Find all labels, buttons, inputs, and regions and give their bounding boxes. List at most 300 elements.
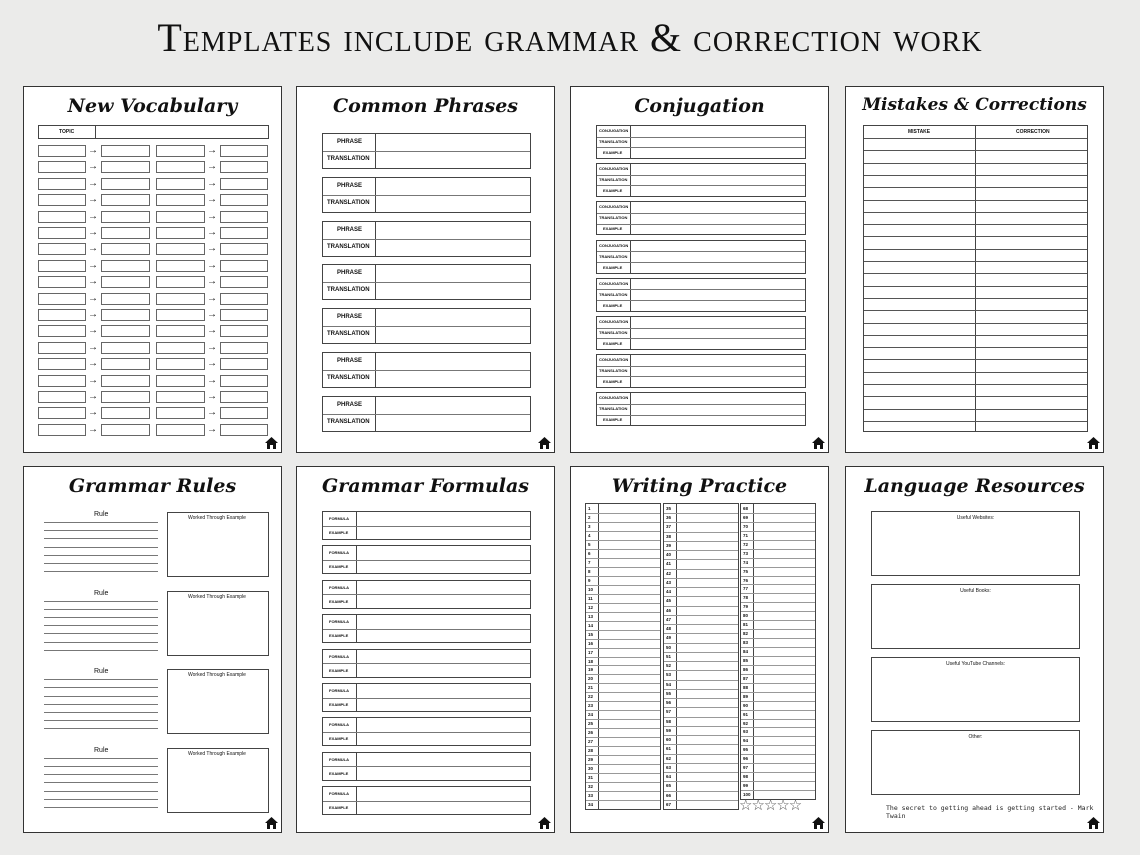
line-number: 42: [666, 570, 672, 576]
vocab-translation-cell[interactable]: [101, 375, 150, 387]
home-icon[interactable]: [1087, 437, 1100, 449]
vocab-translation-cell[interactable]: [220, 358, 268, 370]
line-number: 98: [743, 774, 749, 780]
rule-line[interactable]: [44, 782, 158, 783]
line-number: 78: [743, 595, 749, 601]
vocab-word-cell[interactable]: [38, 211, 86, 223]
mistake-row-line: [864, 261, 1087, 262]
rule-line[interactable]: [44, 720, 158, 721]
rule-line[interactable]: [44, 530, 158, 531]
conjugation-block[interactable]: [596, 240, 806, 274]
line-number: 61: [666, 746, 672, 752]
line-number: 71: [743, 532, 749, 538]
home-icon[interactable]: [812, 817, 825, 829]
conjugation-block[interactable]: [596, 392, 806, 426]
phrase-block[interactable]: [322, 221, 531, 257]
vocab-word-cell[interactable]: [156, 161, 205, 173]
rule-line[interactable]: [44, 547, 158, 548]
divider: [323, 326, 530, 327]
vocab-word-cell[interactable]: [156, 375, 205, 387]
writing-row-line: [586, 674, 660, 675]
writing-row-line: [664, 513, 738, 514]
vocab-word-cell[interactable]: [38, 276, 86, 288]
mistake-row-line: [864, 286, 1087, 287]
example-label: EXAMPLE: [603, 226, 623, 232]
conjugation-label: CONJUGATION: [599, 280, 629, 286]
vocab-word-cell[interactable]: [38, 243, 86, 255]
home-icon[interactable]: [812, 437, 825, 449]
mistake-row-line: [864, 236, 1087, 237]
vocab-word-cell[interactable]: [38, 325, 86, 337]
writing-row-line: [741, 593, 815, 594]
page-new-vocabulary: [23, 86, 282, 453]
vocab-word-cell[interactable]: [38, 342, 86, 354]
divider: [323, 282, 530, 283]
resource-label: Useful Websites:: [956, 515, 995, 521]
arrow-icon: →: [88, 407, 98, 419]
formula-label: FORMULA: [329, 653, 349, 659]
formula-block[interactable]: [322, 717, 531, 746]
rule-line[interactable]: [44, 571, 158, 572]
divider: [630, 279, 631, 311]
vocab-word-cell[interactable]: [38, 260, 86, 272]
writing-row-line: [586, 603, 660, 604]
writing-row-line: [741, 611, 815, 612]
formula-block[interactable]: [322, 614, 531, 643]
line-number: 44: [666, 589, 672, 595]
arrow-icon: →: [207, 145, 217, 156]
writing-row-line: [664, 744, 738, 745]
example-label: EXAMPLE: [603, 188, 623, 194]
worked-example-label: Worked Through Example: [188, 750, 246, 757]
example-label: EXAMPLE: [329, 633, 349, 639]
writing-row-line: [664, 689, 738, 690]
home-icon[interactable]: [265, 437, 278, 449]
writing-row-line: [741, 531, 815, 532]
divider: [323, 560, 530, 561]
vocab-translation-cell[interactable]: [220, 375, 268, 387]
mistake-row-line: [864, 372, 1087, 373]
divider: [597, 185, 805, 186]
line-number: 49: [666, 635, 672, 641]
line-number: 75: [743, 568, 749, 574]
rule-line[interactable]: [44, 642, 158, 643]
writing-row-line: [664, 652, 738, 653]
conjugation-block[interactable]: [596, 201, 806, 235]
example-label: EXAMPLE: [329, 598, 349, 604]
line-number: 45: [666, 598, 672, 604]
rule-line[interactable]: [44, 555, 158, 556]
worked-example-box[interactable]: [167, 591, 269, 656]
rule-line[interactable]: [44, 522, 158, 523]
home-icon[interactable]: [1087, 817, 1100, 829]
formula-block[interactable]: [322, 545, 531, 574]
vocab-word-cell[interactable]: [156, 194, 205, 206]
formula-label: FORMULA: [329, 722, 349, 728]
writing-row-line: [741, 602, 815, 603]
line-number: 32: [588, 784, 594, 790]
vocab-word-cell[interactable]: [156, 358, 205, 370]
writing-column[interactable]: [740, 503, 816, 800]
phrase-block[interactable]: [322, 308, 531, 344]
mistake-row-line: [864, 212, 1087, 213]
writing-column[interactable]: [663, 503, 739, 810]
conjugation-block[interactable]: [596, 125, 806, 159]
writing-row-line: [664, 615, 738, 616]
page-grammar-formulas: [296, 466, 555, 833]
vocab-translation-cell[interactable]: [101, 178, 150, 190]
writing-row-line: [586, 746, 660, 747]
vocab-word-cell[interactable]: [38, 194, 86, 206]
conjugation-block[interactable]: [596, 316, 806, 350]
example-label: EXAMPLE: [329, 702, 349, 707]
writing-row-line: [664, 532, 738, 533]
topic-label: TOPIC: [59, 129, 75, 135]
arrow-icon: →: [88, 177, 98, 189]
vocab-word-cell[interactable]: [38, 178, 86, 190]
mistake-row-line: [864, 200, 1087, 201]
mistake-row-line: [864, 335, 1087, 336]
formula-block[interactable]: [322, 752, 531, 781]
writing-row-line: [664, 763, 738, 764]
conjugation-label: CONJUGATION: [599, 204, 629, 210]
writing-row-line: [664, 735, 738, 736]
rule-line[interactable]: [44, 712, 158, 713]
line-number: 26: [588, 730, 594, 736]
home-icon[interactable]: [538, 437, 551, 449]
divider: [630, 317, 631, 349]
vocab-translation-cell[interactable]: [220, 309, 268, 321]
vocab-translation-cell[interactable]: [220, 342, 268, 354]
vocab-word-cell[interactable]: [156, 145, 205, 157]
writing-row-line: [741, 540, 815, 541]
vocab-translation-cell[interactable]: [220, 293, 268, 305]
vocab-word-cell[interactable]: [156, 309, 205, 321]
mistake-row-line: [864, 421, 1087, 422]
conjugation-label: CONJUGATION: [599, 128, 629, 133]
rule-line[interactable]: [44, 728, 158, 729]
vocab-translation-cell[interactable]: [101, 358, 150, 370]
vocab-word-cell[interactable]: [38, 375, 86, 387]
example-label: EXAMPLE: [329, 530, 349, 535]
vocab-word-cell[interactable]: [38, 407, 86, 419]
writing-row-line: [741, 629, 815, 630]
home-icon[interactable]: [538, 817, 551, 829]
worked-example-box[interactable]: [167, 748, 269, 813]
phrase-block[interactable]: [322, 177, 531, 213]
rule-line[interactable]: [44, 625, 158, 626]
worked-example-box[interactable]: [167, 512, 269, 577]
writing-row-line: [586, 683, 660, 684]
translation-label: TRANSLATION: [599, 215, 628, 221]
mistake-row-line: [864, 187, 1087, 188]
writing-row-line: [586, 540, 660, 541]
vocab-word-cell[interactable]: [156, 243, 205, 255]
line-number: 82: [743, 631, 749, 637]
page-grammar-rules: [23, 466, 282, 833]
mistake-row-line: [864, 310, 1087, 311]
line-number: 3: [588, 523, 591, 529]
line-number: 13: [588, 613, 594, 619]
arrow-icon: →: [207, 210, 217, 222]
phrase-block[interactable]: [322, 352, 531, 388]
writing-row-line: [586, 791, 660, 792]
vocab-translation-cell[interactable]: [101, 342, 150, 354]
vocab-word-cell[interactable]: [38, 145, 86, 157]
writing-row-line: [664, 522, 738, 523]
line-number: 94: [743, 738, 749, 744]
divider: [323, 629, 530, 630]
line-number: 69: [743, 514, 749, 520]
vocab-word-cell[interactable]: [156, 211, 205, 223]
translation-label: TRANSLATION: [599, 253, 628, 259]
writing-row-line: [741, 772, 815, 773]
page-title: Common Phrases: [332, 95, 518, 117]
vocab-word-cell[interactable]: [156, 260, 205, 272]
arrow-icon: →: [207, 407, 217, 419]
arrow-icon: →: [88, 161, 98, 173]
formula-block[interactable]: [322, 649, 531, 678]
vocab-translation-cell[interactable]: [220, 424, 268, 436]
mistakes-table: [863, 125, 1088, 432]
writing-row-line: [664, 717, 738, 718]
conjugation-label: CONJUGATION: [599, 319, 629, 324]
line-number: 43: [666, 579, 672, 585]
formula-label: FORMULA: [329, 516, 349, 521]
phrase-label: PHRASE: [337, 226, 363, 233]
line-number: 4: [588, 532, 591, 538]
writing-row-line: [741, 781, 815, 782]
line-number: 57: [666, 709, 672, 715]
conjugation-block[interactable]: [596, 278, 806, 312]
vocab-translation-cell[interactable]: [101, 293, 150, 305]
vocab-word-cell[interactable]: [38, 309, 86, 321]
rule-line[interactable]: [44, 563, 158, 564]
vocab-translation-cell[interactable]: [220, 407, 268, 419]
example-label: EXAMPLE: [329, 564, 349, 570]
vocab-translation-cell[interactable]: [101, 424, 150, 436]
vocab-translation-cell[interactable]: [220, 211, 268, 223]
rule-line[interactable]: [44, 650, 158, 651]
writing-row-line: [586, 710, 660, 711]
line-number: 91: [743, 711, 749, 717]
line-number: 41: [666, 561, 672, 567]
example-label: EXAMPLE: [603, 302, 623, 308]
rule-line[interactable]: [44, 609, 158, 610]
translation-label: TRANSLATION: [599, 177, 628, 183]
vocab-translation-cell[interactable]: [101, 260, 150, 272]
line-number: 51: [666, 653, 672, 659]
home-icon[interactable]: [265, 817, 278, 829]
phrase-block[interactable]: [322, 396, 531, 432]
line-number: 48: [666, 626, 672, 632]
line-number: 80: [743, 613, 749, 619]
arrow-icon: →: [207, 276, 217, 288]
line-number: 67: [666, 801, 672, 807]
line-number: 52: [666, 663, 672, 669]
formula-block[interactable]: [322, 511, 531, 540]
vocab-word-cell[interactable]: [156, 407, 205, 419]
arrow-icon: →: [88, 341, 98, 353]
vocab-translation-cell[interactable]: [101, 227, 150, 239]
line-number: 10: [588, 586, 594, 592]
divider: [597, 366, 805, 367]
mistake-row-line: [864, 273, 1087, 274]
vocab-translation-cell[interactable]: [220, 325, 268, 337]
vocab-translation-cell[interactable]: [101, 194, 150, 206]
vocab-word-cell[interactable]: [156, 227, 205, 239]
formula-label: FORMULA: [329, 791, 349, 797]
translation-label: TRANSLATION: [327, 375, 370, 381]
line-number: 95: [743, 747, 749, 753]
page-language-resources: [845, 466, 1104, 833]
translation-label: TRANSLATION: [599, 291, 628, 297]
rating-stars[interactable]: ☆☆☆☆☆: [739, 797, 802, 814]
conjugation-block[interactable]: [596, 354, 806, 388]
line-number: 31: [588, 775, 594, 781]
line-number: 23: [588, 703, 594, 709]
vocab-word-cell[interactable]: [38, 293, 86, 305]
vocab-translation-cell[interactable]: [101, 309, 150, 321]
rule-line[interactable]: [44, 538, 158, 539]
line-number: 2: [588, 514, 591, 520]
vocab-translation-cell[interactable]: [220, 276, 268, 288]
rule-line[interactable]: [44, 601, 158, 602]
writing-row-line: [586, 692, 660, 693]
line-number: 88: [743, 684, 749, 690]
rule-line[interactable]: [44, 758, 158, 759]
formula-block[interactable]: [322, 580, 531, 609]
mistake-row-line: [864, 249, 1087, 250]
writing-row-line: [741, 620, 815, 621]
line-number: 96: [743, 756, 749, 762]
translation-label: TRANSLATION: [327, 243, 370, 250]
rule-line[interactable]: [44, 633, 158, 634]
mistake-row-line: [864, 323, 1087, 324]
rule-line[interactable]: [44, 679, 158, 680]
vocab-translation-cell[interactable]: [220, 260, 268, 272]
worked-example-box[interactable]: [167, 669, 269, 734]
divider: [630, 241, 631, 273]
vocab-translation-cell[interactable]: [101, 276, 150, 288]
resource-box[interactable]: [871, 730, 1080, 795]
writing-row-line: [664, 643, 738, 644]
writing-column[interactable]: [585, 503, 661, 810]
resource-box[interactable]: [871, 657, 1080, 722]
vocab-translation-cell[interactable]: [220, 194, 268, 206]
vocab-translation-cell[interactable]: [101, 407, 150, 419]
line-number: 64: [666, 774, 672, 780]
writing-row-line: [586, 800, 660, 801]
divider: [597, 147, 805, 148]
writing-row-line: [586, 522, 660, 523]
rule-line[interactable]: [44, 807, 158, 808]
line-number: 89: [743, 693, 749, 699]
vocab-word-cell[interactable]: [156, 391, 205, 403]
vocab-word-cell[interactable]: [38, 391, 86, 403]
line-number: 62: [666, 755, 672, 761]
rule-label: Rule: [94, 589, 109, 597]
formula-block[interactable]: [322, 683, 531, 712]
page-title: Writing Practice: [611, 475, 788, 497]
rule-line[interactable]: [44, 799, 158, 800]
rule-line[interactable]: [44, 766, 158, 767]
writing-row-line: [741, 558, 815, 559]
phrase-label: PHRASE: [337, 182, 363, 189]
line-number: 66: [666, 792, 672, 798]
writing-row-line: [586, 576, 660, 577]
vocab-translation-cell[interactable]: [220, 178, 268, 190]
translation-label: TRANSLATION: [327, 287, 370, 294]
arrow-icon: →: [88, 358, 98, 370]
vocab-word-cell[interactable]: [156, 293, 205, 305]
rule-line[interactable]: [44, 696, 158, 697]
vocab-translation-cell[interactable]: [220, 161, 268, 173]
vocab-translation-cell[interactable]: [101, 145, 150, 157]
conjugation-label: CONJUGATION: [599, 166, 629, 172]
vocab-translation-cell[interactable]: [101, 161, 150, 173]
example-label: EXAMPLE: [603, 341, 623, 346]
writing-row-line: [586, 701, 660, 702]
arrow-icon: →: [207, 227, 217, 238]
resource-box[interactable]: [871, 511, 1080, 576]
rule-line[interactable]: [44, 617, 158, 618]
page-title: New Vocabulary: [67, 95, 238, 117]
vocab-translation-cell[interactable]: [101, 325, 150, 337]
vocab-word-cell[interactable]: [38, 358, 86, 370]
correction-header: CORRECTION: [1016, 129, 1050, 135]
vocab-word-cell[interactable]: [156, 424, 205, 436]
writing-row-line: [664, 800, 738, 801]
writing-row-line: [664, 587, 738, 588]
vocab-word-cell[interactable]: [38, 424, 86, 436]
translation-label: TRANSLATION: [599, 368, 628, 374]
divider: [323, 414, 530, 415]
rule-line[interactable]: [44, 687, 158, 688]
vocab-translation-cell[interactable]: [101, 243, 150, 255]
vocab-word-cell[interactable]: [38, 227, 86, 239]
rule-label: Rule: [94, 746, 109, 754]
phrase-block[interactable]: [322, 264, 531, 300]
mistake-row-line: [864, 163, 1087, 164]
vocab-word-cell[interactable]: [38, 161, 86, 173]
vocab-translation-cell[interactable]: [220, 227, 268, 239]
vocab-translation-cell[interactable]: [220, 243, 268, 255]
rule-line[interactable]: [44, 791, 158, 792]
writing-row-line: [586, 630, 660, 631]
vocab-word-cell[interactable]: [156, 325, 205, 337]
rule-line[interactable]: [44, 774, 158, 775]
divider: [630, 164, 631, 196]
vocab-translation-cell[interactable]: [101, 391, 150, 403]
writing-row-line: [741, 790, 815, 791]
conjugation-block[interactable]: [596, 163, 806, 197]
divider: [323, 766, 530, 767]
vocab-translation-cell[interactable]: [101, 211, 150, 223]
vocab-translation-cell[interactable]: [220, 145, 268, 157]
resource-box[interactable]: [871, 584, 1080, 649]
mistake-row-line: [864, 298, 1087, 299]
phrase-block[interactable]: [322, 133, 531, 169]
rule-line[interactable]: [44, 704, 158, 705]
vocab-word-cell[interactable]: [156, 178, 205, 190]
formula-block[interactable]: [322, 786, 531, 815]
vocab-word-cell[interactable]: [156, 342, 205, 354]
vocab-word-cell[interactable]: [156, 276, 205, 288]
divider: [597, 328, 805, 329]
resource-label: Other:: [968, 734, 983, 740]
vocab-translation-cell[interactable]: [220, 391, 268, 403]
